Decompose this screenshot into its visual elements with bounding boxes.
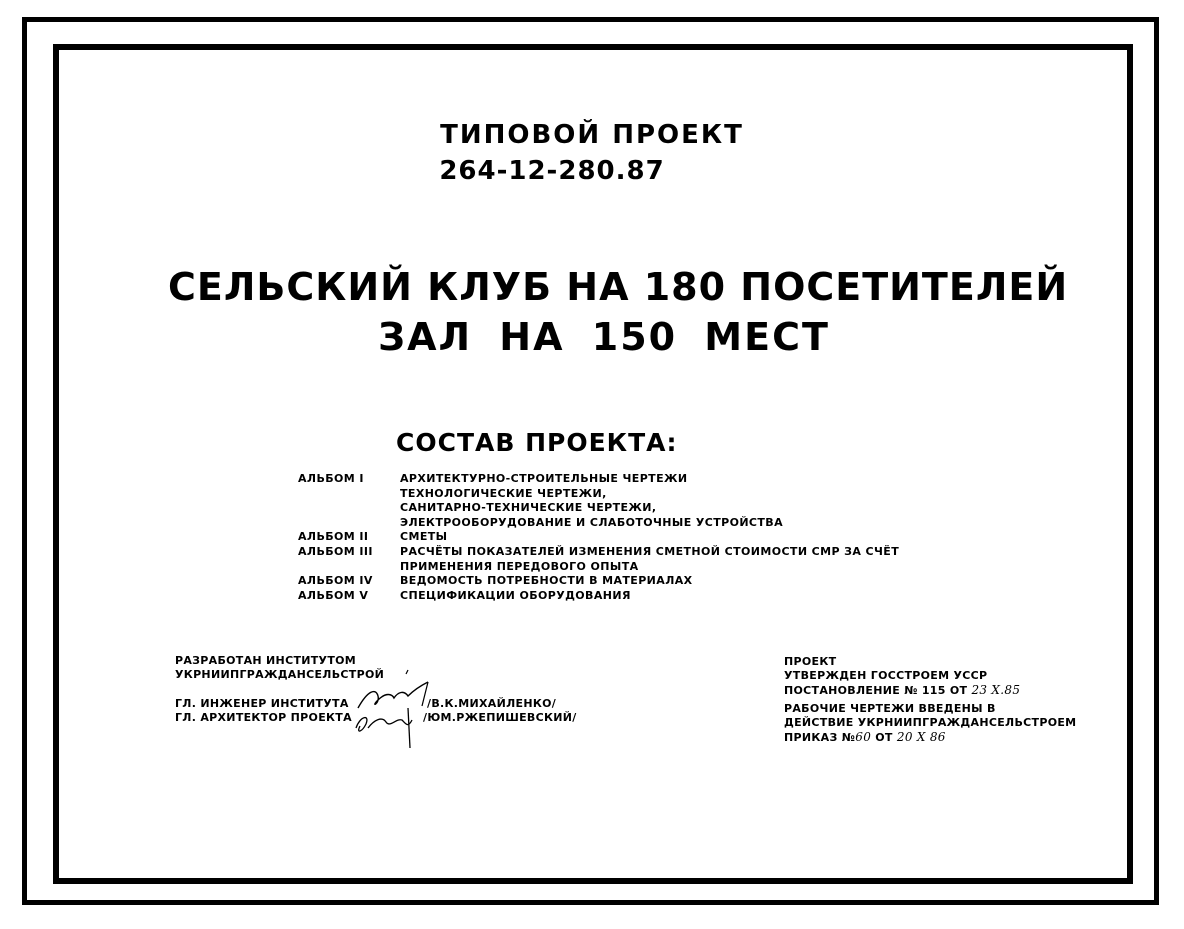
chief-engineer-label: ГЛ. ИНЖЕНЕР ИНСТИТУТА [175, 697, 349, 710]
album-row [298, 589, 899, 604]
album-number: АЛЬБОМ III [298, 544, 373, 558]
approval-line: УТВЕРЖДЕН ГОССТРОЕМ УССР [784, 669, 988, 682]
chief-architect-name: /ЮМ.РЖЕПИШЕВСКИЙ/ [423, 711, 577, 724]
decree-prefix: ПОСТАНОВЛЕНИЕ № 115 ОТ [784, 684, 968, 697]
decree-date: 23 X.85 [971, 683, 1021, 697]
album-number: АЛЬБОМ IV [298, 574, 373, 588]
album-description [400, 589, 631, 604]
order-date: 20 X 86 [896, 730, 946, 744]
album-line: СМЕТЫ [400, 530, 448, 544]
approval-line: ДЕЙСТВИЕ УКРНИИПГРАЖДАНСЕЛЬСТРОЕМ [784, 716, 1077, 729]
album-line: ТЕХНОЛОГИЧЕСКИЕ ЧЕРТЕЖИ, [400, 486, 607, 500]
album-list [298, 472, 899, 603]
approval-line: РАБОЧИЕ ЧЕРТЕЖИ ВВЕДЕНЫ В [784, 702, 996, 715]
album-description [400, 574, 693, 589]
album-description [400, 545, 899, 574]
order-number: 60 [855, 730, 872, 744]
order-from: ОТ [875, 731, 893, 744]
approval-block [784, 655, 1076, 745]
order-prefix: ПРИКАЗ № [784, 731, 856, 744]
album-line: СПЕЦИФИКАЦИИ ОБОРУДОВАНИЯ [400, 588, 631, 602]
album-row [298, 545, 899, 574]
title-line-1: СЕЛЬСКИЙ КЛУБ НА 180 ПОСЕТИТЕЛЕЙ [168, 265, 1069, 309]
title-line-2: ЗАЛ НА 150 МЕСТ [378, 315, 830, 359]
project-label: ТИПОВОЙ ПРОЕКТ [440, 120, 744, 150]
developer-line: РАЗРАБОТАН ИНСТИТУТОМ [175, 654, 357, 667]
album-row [298, 472, 899, 530]
album-line: САНИТАРНО-ТЕХНИЧЕСКИЕ ЧЕРТЕЖИ, [400, 501, 657, 515]
project-number: 264-12-280.87 [439, 156, 665, 186]
album-description [400, 472, 783, 530]
album-description [400, 530, 447, 545]
album-number: АЛЬБОМ II [298, 530, 369, 544]
album-line: ЭЛЕКТРООБОРУДОВАНИЕ И СЛАБОТОЧНЫЕ УСТРОЙСТВА [400, 515, 783, 529]
album-number: АЛЬБОМ V [298, 588, 369, 602]
album-line: ВЕДОМОСТЬ ПОТРЕБНОСТИ В МАТЕРИАЛАХ [400, 574, 693, 588]
approval-order-line [784, 730, 1076, 745]
composition-heading: СОСТАВ ПРОЕКТА: [396, 428, 678, 457]
approval-decree-line [784, 683, 1076, 698]
album-row [298, 574, 899, 589]
chief-engineer-name: /В.К.МИХАЙЛЕНКО/ [427, 697, 557, 710]
developer-institute: УКРНИИПГРАЖДАНСЕЛЬСТРОЙ [175, 668, 385, 681]
album-number: АЛЬБОМ I [298, 472, 364, 485]
album-line: ПРИМЕНЕНИЯ ПЕРЕДОВОГО ОПЫТА [400, 559, 639, 573]
album-line: АРХИТЕКТУРНО-СТРОИТЕЛЬНЫЕ ЧЕРТЕЖИ [400, 472, 688, 485]
album-row [298, 530, 899, 545]
album-line: РАСЧЁТЫ ПОКАЗАТЕЛЕЙ ИЗМЕНЕНИЯ СМЕТНОЙ СТОИМОСТИ СМР ЗА СЧЁТ [400, 544, 900, 558]
approval-line: ПРОЕКТ [784, 655, 837, 668]
chief-architect-label: ГЛ. АРХИТЕКТОР ПРОЕКТА [175, 711, 352, 724]
signatures-icon [348, 668, 438, 750]
